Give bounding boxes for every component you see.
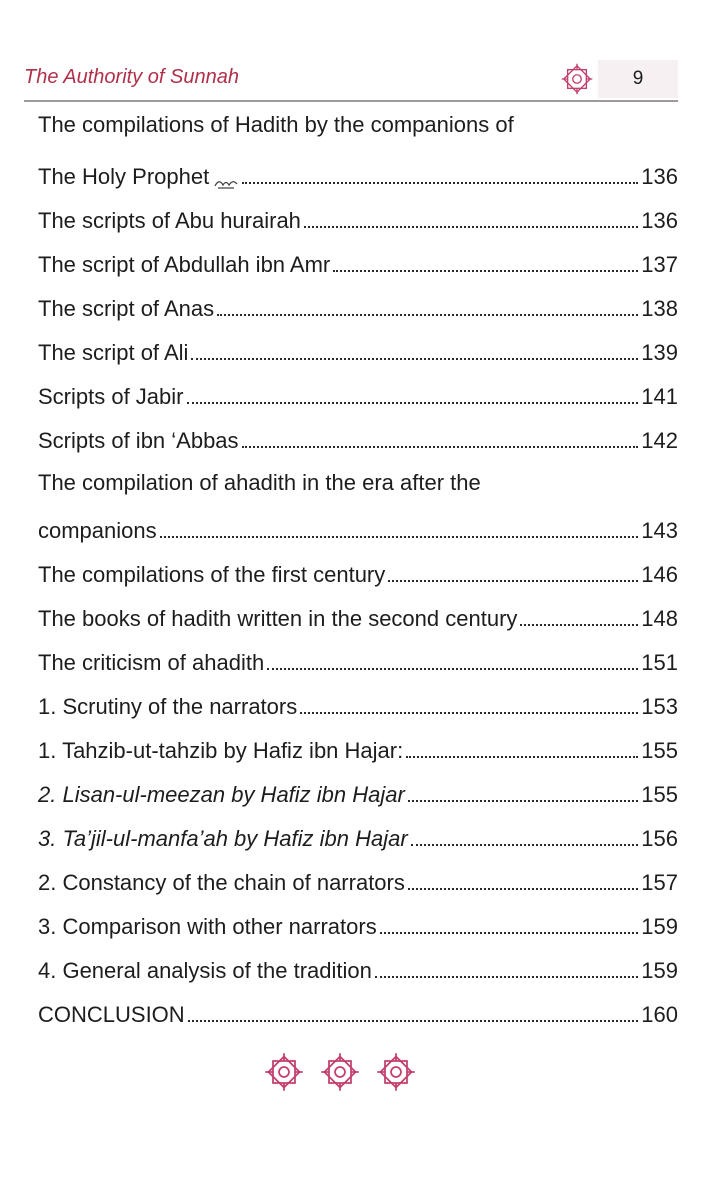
toc-page-number: 159	[641, 914, 678, 939]
dot-leader	[242, 181, 638, 184]
geometric-star-ornament-icon	[262, 1050, 306, 1094]
dot-leader	[408, 799, 638, 802]
toc-entry[interactable]	[38, 774, 678, 808]
toc-page-number: 151	[641, 650, 678, 675]
toc-entry-title: The criticism of ahadith	[38, 650, 265, 675]
toc-entry-title: 1. Scrutiny of the narrators	[38, 694, 298, 719]
toc-entry-title: Scripts of ibn ‘Abbas	[38, 428, 239, 453]
dot-leader	[406, 755, 638, 758]
toc-entry-line: The compilation of ahadith in the era after the	[38, 470, 481, 495]
toc-page-number: 139	[641, 340, 678, 365]
toc-entry[interactable]	[38, 200, 678, 234]
pbuh-calligraphy-icon	[213, 176, 239, 190]
toc-page-number: 148	[641, 606, 678, 631]
toc-entry[interactable]	[38, 642, 678, 676]
toc-entry[interactable]	[38, 420, 678, 454]
dot-leader	[380, 931, 639, 934]
geometric-star-ornament-icon	[560, 62, 594, 96]
toc-entry[interactable]	[38, 818, 678, 852]
geometric-star-ornament-icon	[318, 1050, 362, 1094]
dot-leader	[188, 1019, 639, 1022]
toc-entry-title: 3. Comparison with other narrators	[38, 914, 377, 939]
toc-entry[interactable]	[38, 156, 678, 190]
footer-ornaments	[262, 1050, 422, 1100]
page-header	[24, 62, 678, 102]
toc-entry-title: The scripts of Abu hurairah	[38, 208, 301, 233]
toc-page-number: 155	[641, 738, 678, 763]
geometric-star-ornament-icon	[374, 1050, 418, 1094]
page-number-box	[598, 60, 678, 98]
dot-leader	[217, 313, 638, 316]
page-number: 9	[632, 68, 644, 89]
running-title: The Authority of Sunnah	[24, 66, 239, 88]
dot-leader	[304, 225, 638, 228]
toc-page-number: 155	[641, 782, 678, 807]
toc-entry-title: Scripts of Jabir	[38, 384, 184, 409]
dot-leader	[408, 887, 638, 890]
toc-entry[interactable]	[38, 376, 678, 410]
dot-leader	[388, 579, 638, 582]
toc-page-number: 137	[641, 252, 678, 277]
toc-entry[interactable]	[38, 730, 678, 764]
toc-page-number: 136	[641, 208, 678, 233]
toc-page-number: 143	[641, 518, 678, 543]
toc-entry-title: 3. Ta’jil-ul-manfa’ah by Hafiz ibn Hajar	[38, 826, 408, 851]
dot-leader	[187, 401, 639, 404]
toc-entry[interactable]	[38, 332, 678, 366]
dot-leader	[520, 623, 638, 626]
toc-entry[interactable]	[38, 686, 678, 720]
dot-leader	[242, 445, 639, 448]
toc-entry-title: CONCLUSION	[38, 1002, 185, 1027]
dot-leader	[411, 843, 639, 846]
toc-page-number: 160	[641, 1002, 678, 1027]
toc-entry-title: 4. General analysis of the tradition	[38, 958, 372, 983]
toc-entry-title: The books of hadith written in the second century	[38, 606, 518, 631]
toc-entry-title: 1. Tahzib-ut-tahzib by Hafiz ibn Hajar:	[38, 738, 404, 763]
toc-entry[interactable]	[38, 994, 678, 1028]
toc-page-number: 142	[641, 428, 678, 453]
toc-page-number: 156	[641, 826, 678, 851]
toc-entry[interactable]	[38, 598, 678, 632]
toc-page-number: 136	[641, 164, 678, 189]
dot-leader	[267, 667, 638, 670]
toc-page-number: 153	[641, 694, 678, 719]
toc-entry-title: 2. Lisan-ul-meezan by Hafiz ibn Hajar	[38, 782, 405, 807]
toc-entry-title: The Holy Prophet	[38, 164, 210, 189]
toc-entry[interactable]	[38, 950, 678, 984]
toc-entry-title: companions	[38, 518, 157, 543]
header-rule	[24, 100, 678, 102]
toc-page-number: 146	[641, 562, 678, 587]
toc-page-number: 157	[641, 870, 678, 895]
toc-entry[interactable]	[38, 554, 678, 588]
toc-page-number: 138	[641, 296, 678, 321]
toc-entry-title: 2. Constancy of the chain of narrators	[38, 870, 405, 895]
toc-page-number: 159	[641, 958, 678, 983]
dot-leader	[191, 357, 638, 360]
toc-entry[interactable]	[38, 288, 678, 322]
dot-leader	[300, 711, 638, 714]
toc-entry-title: The script of Anas	[38, 296, 215, 321]
toc-entry[interactable]	[38, 244, 678, 278]
toc-entry-line: The compilations of Hadith by the companions of	[38, 112, 514, 137]
toc-entry-title: The script of Ali	[38, 340, 189, 365]
toc-page-number: 141	[641, 384, 678, 409]
dot-leader	[333, 269, 638, 272]
toc-entry[interactable]	[38, 906, 678, 940]
dot-leader	[160, 535, 639, 538]
toc-entry[interactable]	[38, 862, 678, 896]
toc-entry-title: The compilations of the first century	[38, 562, 386, 587]
toc-entry-title: The script of Abdullah ibn Amr	[38, 252, 331, 277]
toc-entry[interactable]	[38, 510, 678, 544]
dot-leader	[375, 975, 638, 978]
